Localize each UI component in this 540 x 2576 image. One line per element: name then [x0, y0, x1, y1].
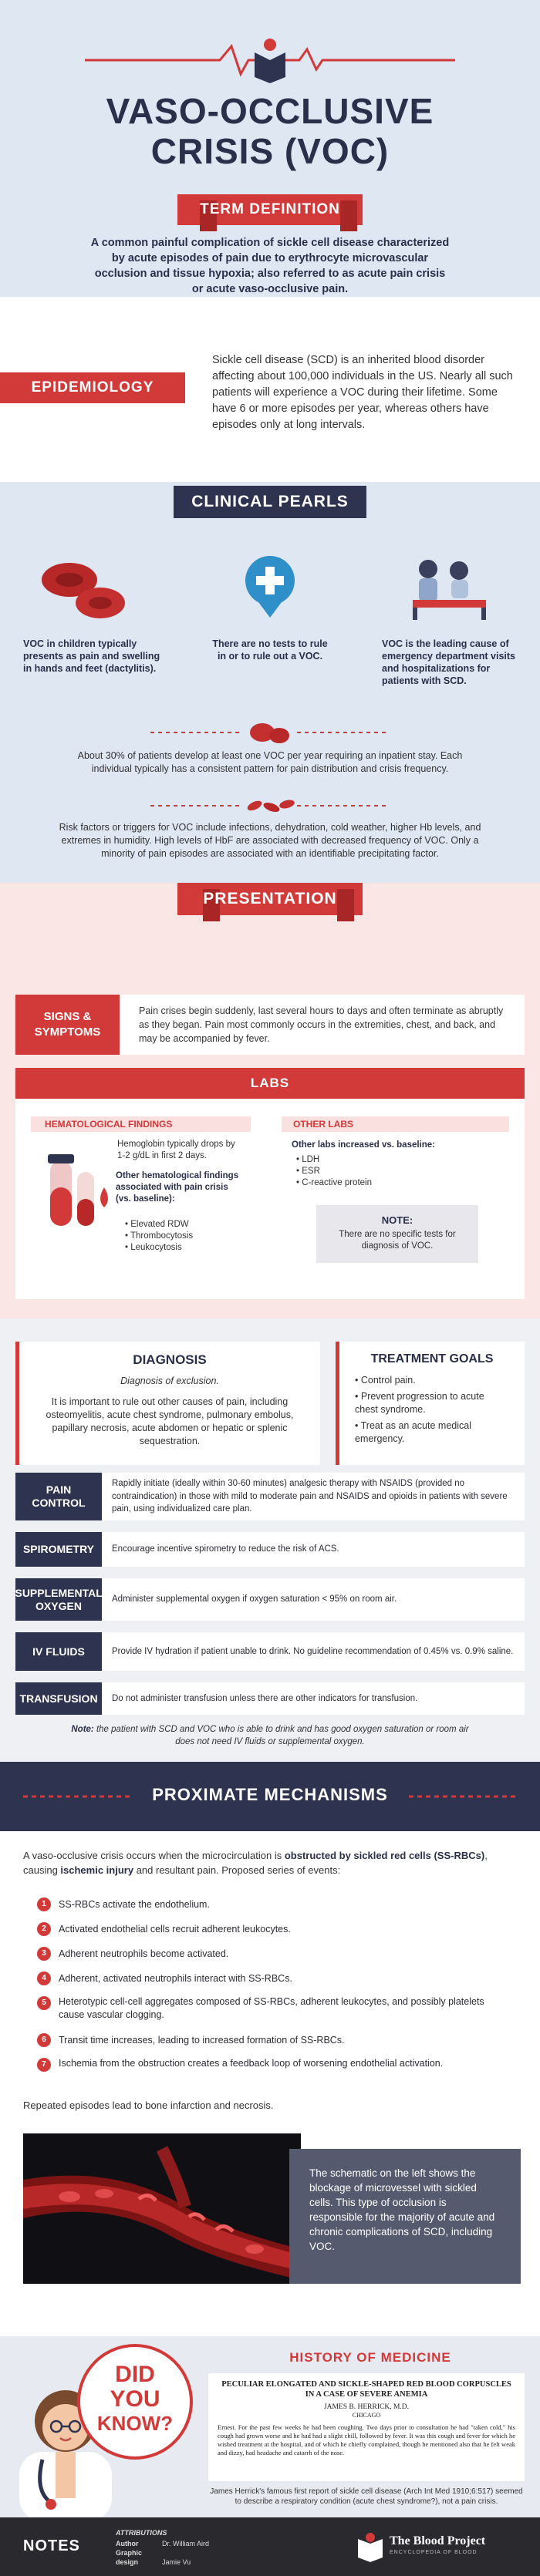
list-item: • Prevent progression to acute chest syndrome.: [355, 1390, 509, 1416]
brand-subtitle: ENCYCLOPEDIA OF BLOOD: [390, 2550, 478, 2555]
epidemiology-text: Sickle cell disease (SCD) is an inherited blood disorder affecting about 100,000 individuals in the US. Nearly all such patients will experience a VOC during their lifetime. Some have 6 or more episodes per year, whereas others have episodes only at long intervals.: [212, 354, 513, 431]
diagnosis-section: [0, 1318, 540, 1473]
epidemiology-section: [0, 297, 540, 482]
epidemiology-label: EPIDEMIOLOGY: [0, 372, 185, 403]
hema-label: HEMATOLOGICAL FINDINGS: [31, 1116, 251, 1132]
treatment-goals-title: TREATMENT GOALS: [370, 1352, 494, 1365]
intro-part: A vaso-occlusive crisis occurs when the microcirculation is: [23, 1850, 285, 1861]
step-number: 2: [37, 1922, 51, 1936]
notes-label: NOTES: [23, 2537, 80, 2554]
mechanism-step: Adherent, activated neutrophils interact with SS-RBCs.: [59, 1973, 292, 1984]
designer-name: Jamie Vu: [162, 2558, 191, 2566]
dyk-line-1: DID: [115, 2362, 155, 2387]
page-title: [0, 91, 540, 171]
rbc-divider-icon-2: [0, 790, 540, 821]
medical-cross-pin-icon: [239, 551, 301, 621]
designer-line: [116, 2548, 270, 2567]
treatment-text-spirometry: Encourage incentive spirometry to reduce the risk of ACS.: [112, 1544, 339, 1554]
labs-header: LABS: [15, 1068, 525, 1099]
treatment-goals-list: [355, 1374, 509, 1446]
hema-text: Hemoglobin typically drops by 1-2 g/dL in first 2 days.: [117, 1140, 235, 1160]
diagnosis-title: DIAGNOSIS: [133, 1352, 207, 1367]
treatment-label-iv: IV FLUIDS: [15, 1632, 102, 1671]
treatment-text-pain: Rapidly initiate (ideally within 30-60 minutes) analgesic therapy with NSAIDS (provided no contraindication) in those with mild to moderate pain and NSAIDS and opioids in patients with severe pain, using individualized care plan.: [112, 1479, 508, 1514]
other-labs-label: OTHER LABS: [282, 1116, 509, 1132]
intro-bold: ischemic injury: [60, 1864, 134, 1876]
intro-part: and resultant pain. Proposed series of events:: [133, 1864, 341, 1876]
list-item: • Leukocytosis: [125, 1242, 193, 1254]
mechanism-step: Heterotypic cell-cell aggregates composed of SS-RBCs, adherent leukocytes, and possibly platelets cause vascular clogging.: [59, 1996, 484, 2020]
list-item: • ESR: [296, 1166, 372, 1177]
step-number: 4: [37, 1972, 51, 1985]
author-line: [116, 2539, 270, 2548]
title-line-1: VASO-OCCLUSIVE: [106, 91, 434, 131]
note-box: [316, 1205, 478, 1263]
step-number: 5: [37, 1996, 51, 2010]
pearls-paragraph-2: Risk factors or triggers for VOC include infections, dehydration, cold weather, higher Hb levels, and extremes in humidity. High levels of HbF are associated with decreased frequency of VOC. Only a minority of pain episodes are associated with an identifiable precipitating factor.: [59, 822, 481, 859]
dyk-line-3: KNOW?: [96, 2412, 174, 2435]
history-title: HISTORY OF MEDICINE: [289, 2350, 451, 2365]
treatment-section: [0, 1473, 540, 1762]
note-text: There are no specific tests for diagnosis of VOC.: [339, 1230, 456, 1251]
treatment-note-text: the patient with SCD and VOC who is able to drink and has good oxygen saturation or room air does not need IV fluids or supplemental oxygen.: [96, 1725, 469, 1746]
hema-other-title: Other hematological findings associated with pain crisis (vs. baseline):: [116, 1171, 239, 1204]
mechanisms-header-band: [0, 1762, 540, 1831]
history-section: [0, 2336, 540, 2517]
blocked-vessel-illustration: [23, 2133, 301, 2284]
history-caption: James Herrick's famous first report of sickle cell disease (Arch Int Med 1910;6:517) seemed to describe a respiratory condition (acute chest syndrome?), not a pain crisis.: [210, 2487, 523, 2506]
article-author: JAMES B. HERRICK, M.D.: [323, 2403, 410, 2411]
diagnosis-subtitle: Diagnosis of exclusion.: [120, 1376, 219, 1386]
term-definition-ribbon: TERM DEFINITION: [177, 194, 363, 225]
footer: [0, 2517, 540, 2576]
treatment-label-spirometry: SPIROMETRY: [15, 1532, 102, 1567]
hema-other-list: [125, 1219, 193, 1254]
red-blood-cells-icon: [35, 555, 135, 625]
mechanism-step: SS-RBCs activate the endothelium.: [59, 1899, 210, 1910]
brand-block: [390, 2534, 528, 2555]
brand-name: The Blood Project: [390, 2534, 486, 2547]
other-labs-title: Other labs increased vs. baseline:: [292, 1140, 435, 1150]
repeated-episodes-text: Repeated episodes lead to bone infarction and necrosis.: [23, 2100, 274, 2111]
treatment-text-iv: Provide IV hydration if patient unable to drink. No guideline recommendation of 0.45% vs. 0.9% saline.: [112, 1646, 514, 1656]
rbc-divider-icon: [0, 717, 540, 748]
mechanisms-section: [0, 1831, 540, 2336]
note-label: NOTE:: [381, 1214, 413, 1226]
presentation-ribbon: PRESENTATION: [177, 883, 363, 915]
article-title: PECULIAR ELONGATED AND SICKLE-SHAPED RED BLOOD CORPUSCLES IN A CASE OF SEVERE ANEMIA: [221, 2380, 511, 2399]
term-definition-text: A common painful complication of sickle cell disease characterized by acute episodes of pain due to erythrocyte microvascular occlusion and tissue hypoxia; also referred to as acute pain crisis or acute vaso-occlusive pain.: [90, 237, 450, 295]
schematic-text: The schematic on the left shows the blockage of microvessel with sickled cells. This type of occlusion is responsible for the majority of acute and chronic complications of SCD, including VOC.: [309, 2167, 495, 2252]
treatment-note-bold: Note:: [71, 1725, 94, 1734]
attributions-title: ATTRIBUTIONS: [116, 2529, 167, 2537]
mechanism-step: Transit time increases, leading to increased formation of SS-RBCs.: [59, 2035, 345, 2046]
intro-bold: obstructed by sickled red cells (SS-RBCs): [284, 1850, 485, 1861]
list-item: • Thrombocytosis: [125, 1231, 193, 1242]
list-item: • Control pain.: [355, 1374, 509, 1387]
step-number: 1: [37, 1897, 51, 1911]
designer-label: Graphic design: [116, 2549, 143, 2566]
clinical-pearls-section: [0, 482, 540, 883]
pearl-item-3: VOC is the leading cause of emergency department visits and hospitalizations for patients with SCD.: [382, 638, 515, 686]
intro-part: , causing: [23, 1850, 488, 1876]
blood-project-logo-icon: [355, 2531, 386, 2562]
step-number: 3: [37, 1947, 51, 1961]
list-item: • Treat as an acute medical emergency.: [355, 1419, 509, 1446]
clinical-pearls-ribbon: CLINICAL PEARLS: [174, 486, 366, 518]
diagnosis-box: [15, 1342, 320, 1465]
title-line-2: CRISIS (VOC): [150, 131, 390, 171]
schematic-box: [289, 2149, 521, 2284]
treatment-goals-box: [336, 1342, 525, 1465]
author-label: Author: [116, 2540, 139, 2547]
signs-text: Pain crises begin suddenly, last several hours to days and often terminate as abruptly as they began. Pain most commonly occurs in the extremities, chest, and back, and may be accompanied by fever.: [139, 1005, 504, 1044]
step-number: 6: [37, 2033, 51, 2047]
mechanism-step: Activated endothelial cells recruit adherent leukocytes.: [59, 1924, 291, 1935]
attributions-block: [116, 2528, 270, 2567]
hospital-bed-icon: [405, 555, 490, 625]
did-you-know-bubble: [77, 2344, 193, 2460]
treatment-label-pain: PAIN CONTROL: [15, 1473, 102, 1520]
list-item: • LDH: [296, 1154, 372, 1166]
treatment-note: [69, 1723, 471, 1748]
step-number: 7: [37, 2058, 51, 2072]
blood-tube-icon: [31, 1145, 123, 1245]
pearls-paragraph-1: About 30% of patients develop at least one VOC per year requiring an inpatient stay. Each individual typically has a consistent pattern for pain distribution and crisis frequency.: [77, 750, 463, 774]
pearl-item-1: VOC in children typically presents as pain and swelling in hands and feet (dactylitis).: [23, 638, 160, 674]
treatment-label-transfusion: TRANSFUSION: [15, 1682, 102, 1715]
signs-label: SIGNS & SYMPTOMS: [15, 995, 120, 1055]
heartbeat-book-icon: [0, 23, 540, 93]
author-name: Dr. William Aird: [162, 2540, 210, 2547]
header-section: [0, 0, 540, 297]
article-excerpt: [208, 2373, 525, 2481]
treatment-text-transfusion: Do not administer transfusion unless there are other indicators for transfusion.: [112, 1693, 418, 1703]
treatment-text-oxygen: Administer supplemental oxygen if oxygen saturation < 95% on room air.: [112, 1594, 397, 1605]
pearl-item-2: There are no tests to rule in or to rule out a VOC.: [212, 638, 328, 662]
list-item: • C-reactive protein: [296, 1177, 372, 1189]
other-labs-list: [296, 1154, 372, 1189]
mechanisms-title: PROXIMATE MECHANISMS: [152, 1785, 388, 1804]
presentation-section: [0, 883, 540, 1318]
mechanism-step: Ischemia from the obstruction creates a feedback loop of worsening endothelial activation.: [59, 2058, 444, 2069]
article-city: CHICAGO: [352, 2412, 381, 2419]
article-body: Ernest. For the past few weeks he had been coughing. Two days prior to consultation he had "taken cold," his cough had grown worse and he had had a slight chill, followed by fever. It was this cough and fever for which he wished treatment at the hospital, and of which he chiefly complained, though he mentioned also that he felt weak and dizzy, had headache and catarrh of the nose.: [218, 2423, 515, 2456]
list-item: • Elevated RDW: [125, 1219, 193, 1231]
dyk-line-2: YOU: [110, 2386, 160, 2412]
mechanisms-intro: [23, 1848, 517, 1877]
mechanism-step: Adherent neutrophils become activated.: [59, 1948, 229, 1959]
treatment-label-oxygen: SUPPLEMENTAL OXYGEN: [15, 1578, 102, 1621]
diagnosis-text: It is important to rule out other causes of pain, including osteomyelitis, acute chest syndrome, pulmonary embolus, papillary necrosis, acute abdomen or hepatic or splenic sequestration.: [46, 1396, 294, 1446]
